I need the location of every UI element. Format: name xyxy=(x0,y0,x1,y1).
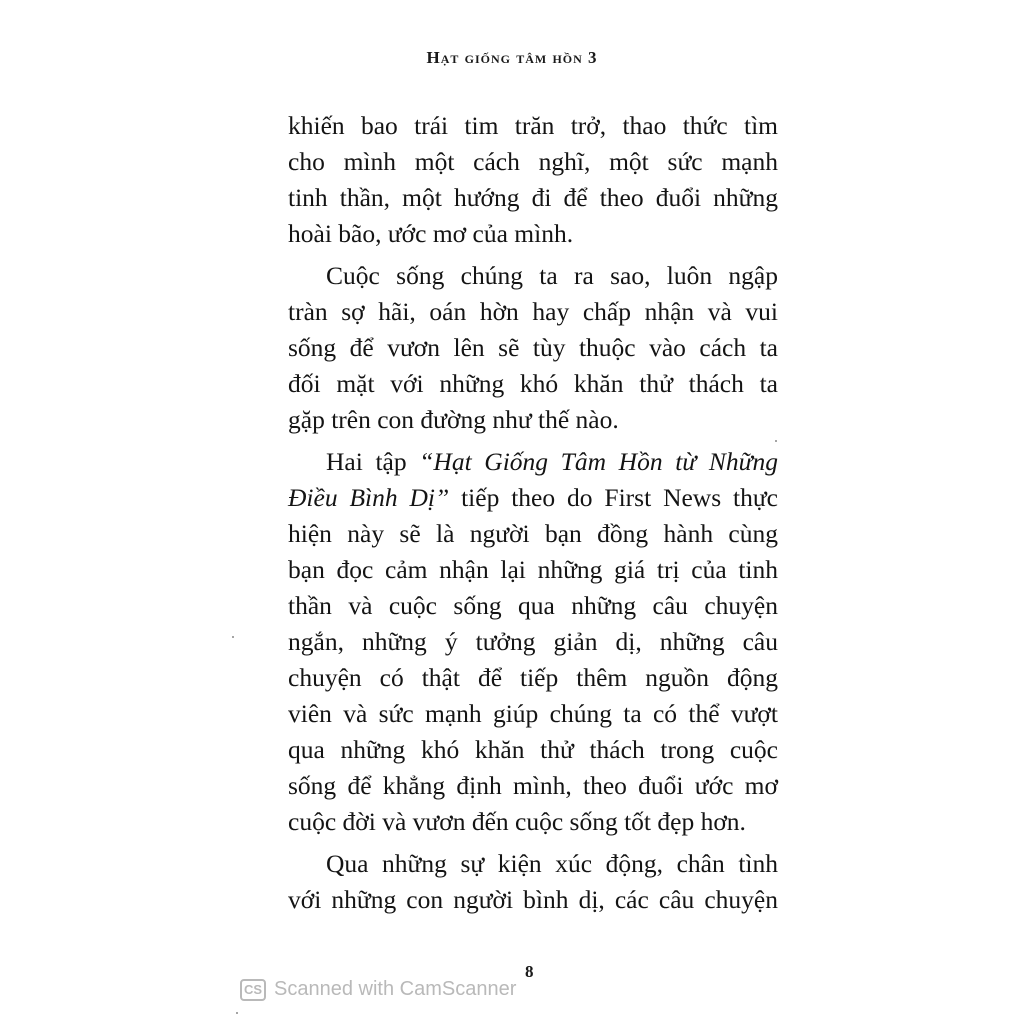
camscanner-watermark xyxy=(240,978,516,1001)
text-line: tinh thần, một hướng đi để theo đuổi những xyxy=(288,183,778,212)
text-line: khiến bao trái tim trăn trở, thao thức tìm xyxy=(288,111,778,140)
camscanner-logo-icon: CS xyxy=(240,979,266,1001)
text-line: sống để khẳng định mình, theo đuổi ước mơ xyxy=(288,771,778,800)
text-line xyxy=(288,444,778,480)
text-line: hiện này sẽ là người bạn đồng hành cùng xyxy=(288,519,778,548)
text-line xyxy=(288,480,778,516)
text-line: cuộc đời và vươn đến cuộc sống tốt đẹp hơn. xyxy=(288,807,746,836)
text-line: cho mình một cách nghĩ, một sức mạnh xyxy=(288,147,778,176)
text-line: gặp trên con đường như thế nào. xyxy=(288,405,619,434)
text-line: chuyện có thật để tiếp thêm nguồn động xyxy=(288,663,778,692)
text-line: đối mặt với những khó khăn thử thách ta xyxy=(288,369,778,398)
text-line: thần và cuộc sống qua những câu chuyện xyxy=(288,591,778,620)
paragraph-4 xyxy=(288,846,778,918)
scan-speck xyxy=(232,636,234,638)
text-line: sống để vươn lên sẽ tùy thuộc vào cách ta xyxy=(288,333,778,362)
text-line: viên và sức mạnh giúp chúng ta có thể vượt xyxy=(288,699,778,728)
text-line: Qua những sự kiện xúc động, chân tình xyxy=(326,849,778,878)
text-line: ngắn, những ý tưởng giản dị, những câu xyxy=(288,627,778,656)
text-line: Cuộc sống chúng ta ra sao, luôn ngập xyxy=(326,261,778,290)
page-number: 8 xyxy=(525,962,534,981)
scan-speck xyxy=(775,440,777,442)
text-line: hoài bão, ước mơ của mình. xyxy=(288,219,574,248)
watermark-text: Scanned with CamScanner xyxy=(274,978,517,1000)
text-line: với những con người bình dị, các câu chuyện xyxy=(288,885,778,914)
body-text xyxy=(288,108,778,918)
text-line: qua những khó khăn thử thách trong cuộc xyxy=(288,735,778,764)
text-line: bạn đọc cảm nhận lại những giá trị của tinh xyxy=(288,555,778,584)
book-title-italic: Điều Bình Dị” xyxy=(288,483,450,512)
book-title-italic: “Hạt Giống Tâm Hồn từ Những xyxy=(419,447,778,476)
paragraph-2 xyxy=(288,258,778,438)
scan-speck xyxy=(236,1012,238,1014)
text-run: tiếp theo do First News thực xyxy=(449,483,778,512)
text-run: Hai tập xyxy=(326,447,420,476)
running-header: Hạt giống tâm hồn 3 xyxy=(426,48,598,67)
text-line: tràn sợ hãi, oán hờn hay chấp nhận và vui xyxy=(288,297,778,326)
paragraph-1 xyxy=(288,108,778,252)
paragraph-3 xyxy=(288,444,778,840)
